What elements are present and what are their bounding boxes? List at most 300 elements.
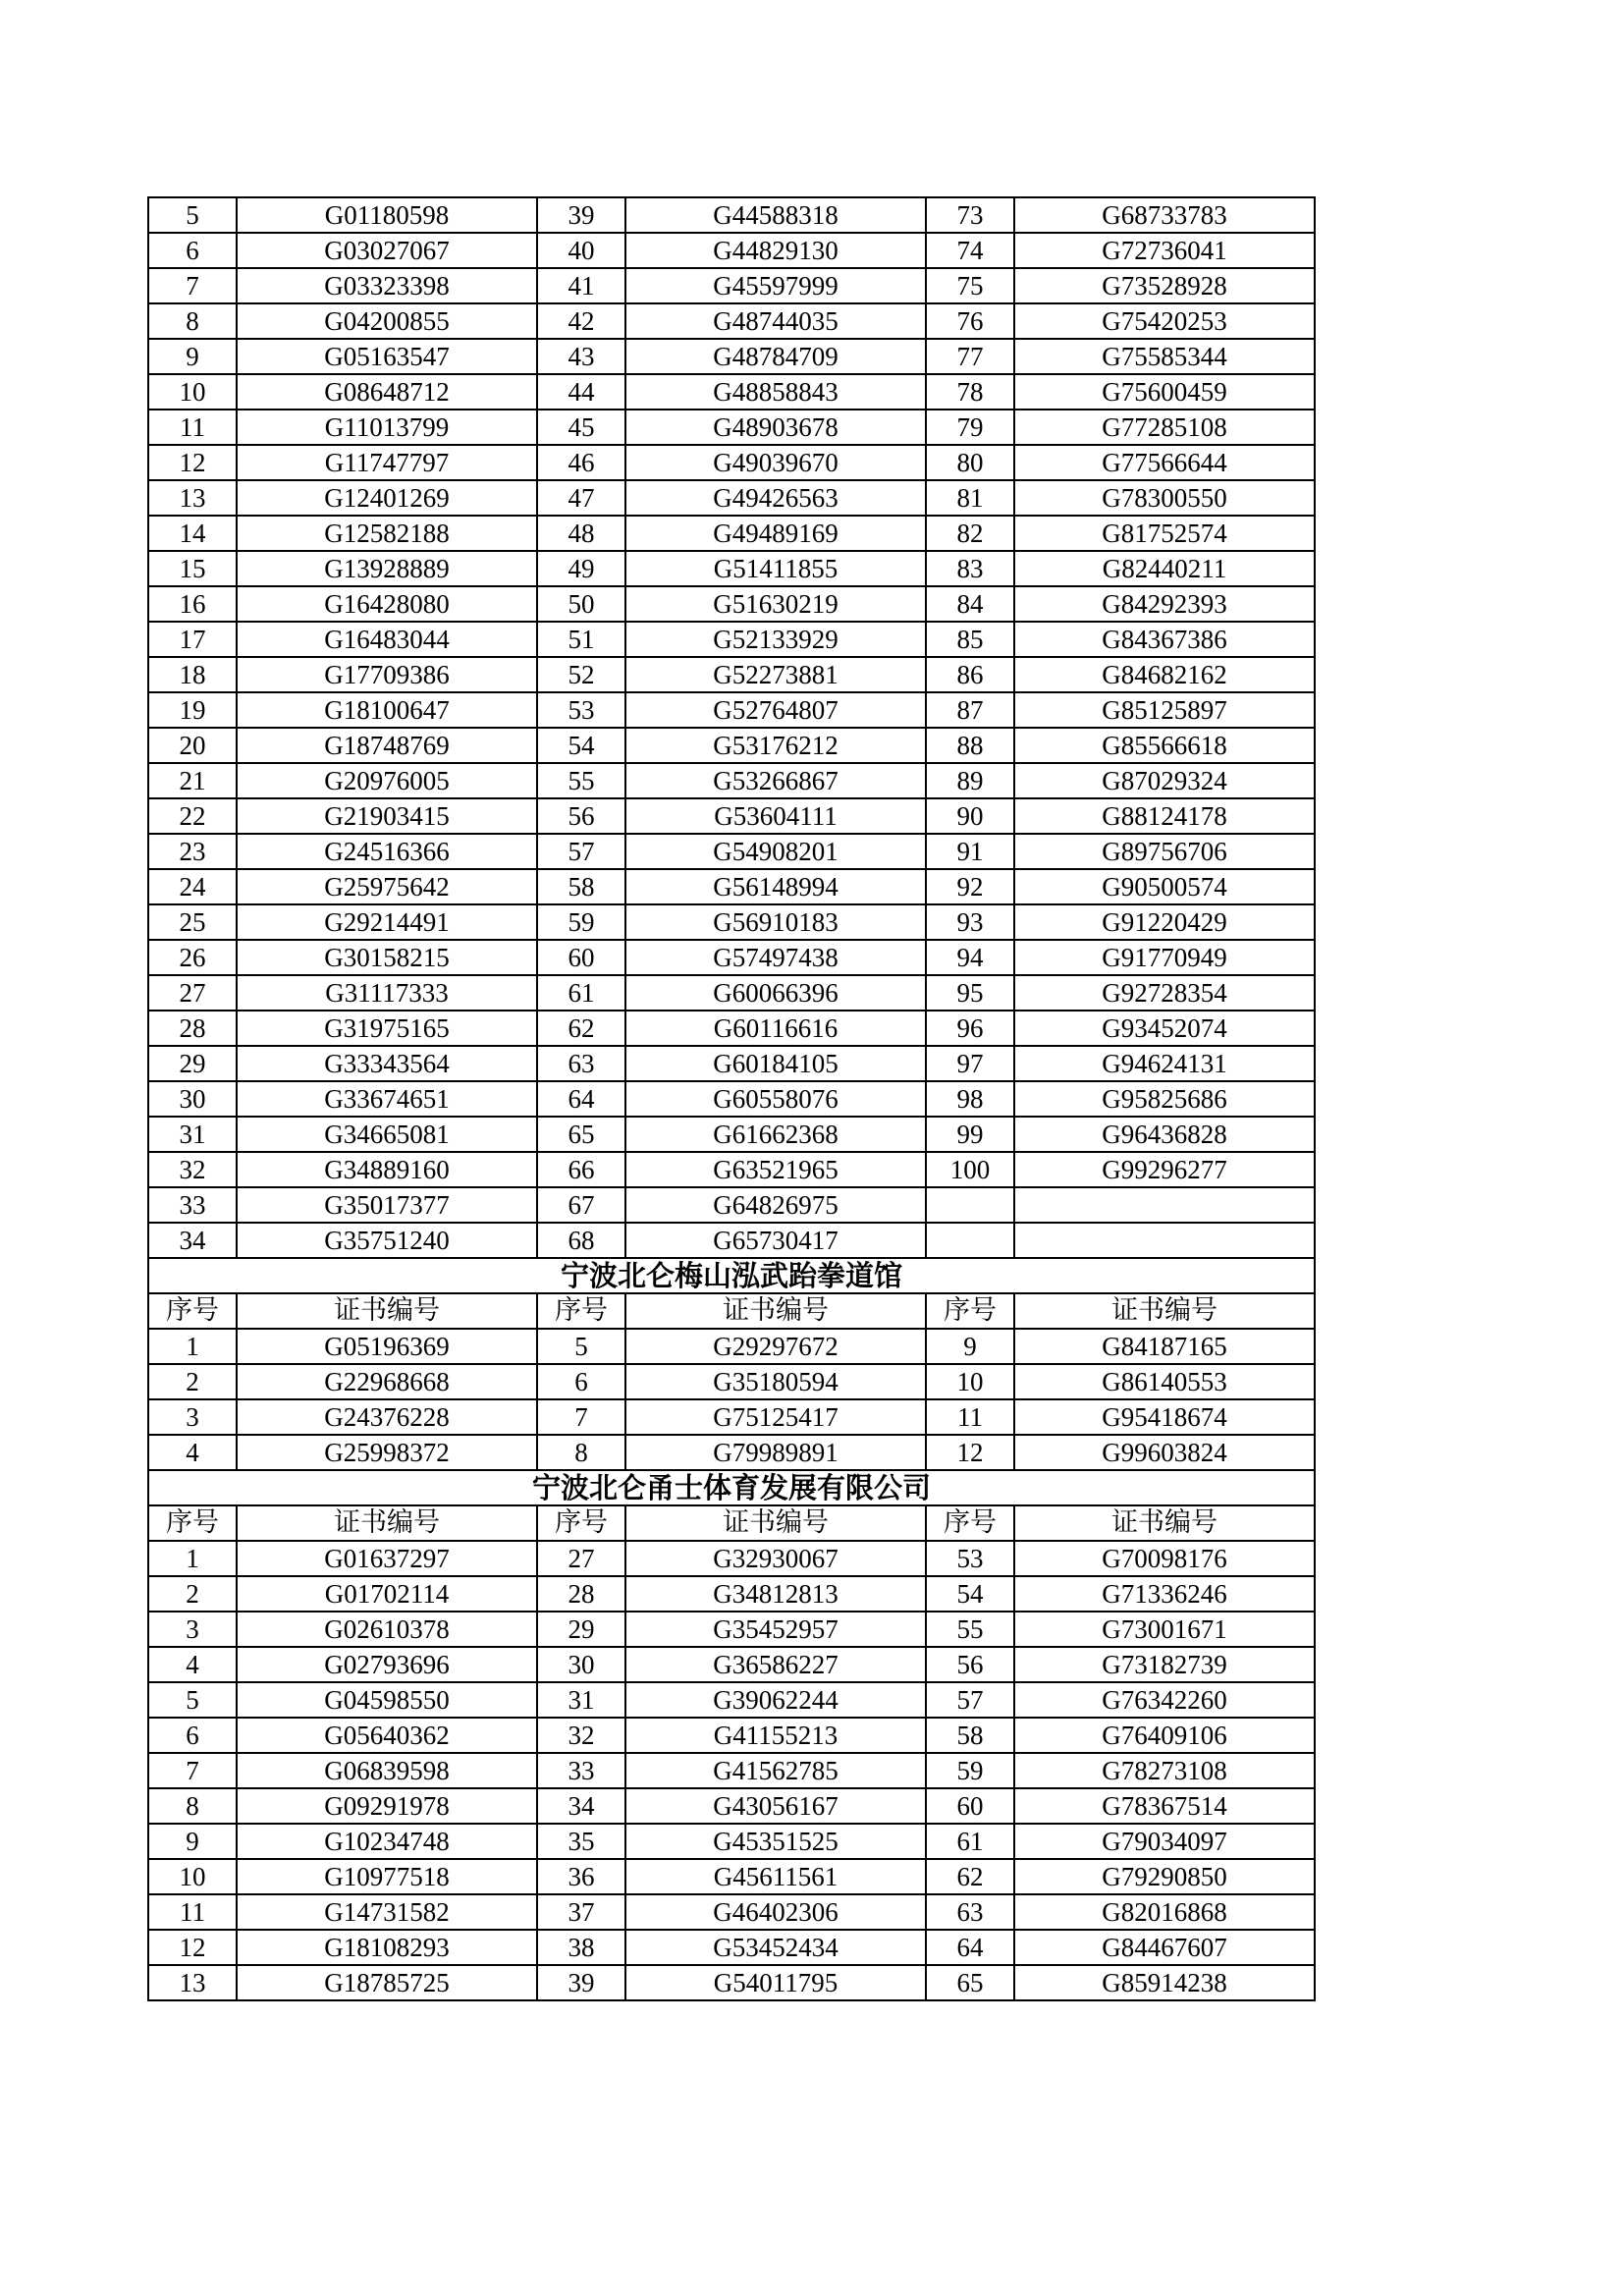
table-row (148, 268, 1315, 303)
cert-no-cell: G34812813 (625, 1576, 926, 1612)
cert-no-cell: G35751240 (237, 1223, 537, 1258)
cert-no-cell: G84292393 (1014, 586, 1315, 622)
seq-cell: 88 (926, 728, 1014, 763)
cert-no-cell: G31117333 (237, 975, 537, 1011)
cert-no-cell (1014, 1223, 1315, 1258)
seq-cell: 5 (148, 1682, 237, 1718)
cert-no-cell: G89756706 (1014, 834, 1315, 869)
seq-cell: 95 (926, 975, 1014, 1011)
table-row (148, 1859, 1315, 1894)
cert-no-cell: G77566644 (1014, 445, 1315, 480)
table-row (148, 622, 1315, 657)
seq-cell: 64 (537, 1081, 625, 1117)
table-row (148, 339, 1315, 374)
seq-cell: 57 (926, 1682, 1014, 1718)
seq-header: 序号 (537, 1293, 625, 1329)
cert-no-cell: G11013799 (237, 410, 537, 445)
cert-no-cell: G91770949 (1014, 940, 1315, 975)
seq-cell: 49 (537, 551, 625, 586)
cert-no-cell: G56148994 (625, 869, 926, 904)
seq-cell: 6 (148, 233, 237, 268)
table-row (148, 657, 1315, 692)
table-row (148, 728, 1315, 763)
cert-no-cell: G72736041 (1014, 233, 1315, 268)
seq-cell: 47 (537, 480, 625, 516)
table-row (148, 763, 1315, 798)
seq-cell: 14 (148, 516, 237, 551)
cert-no-cell: G51411855 (625, 551, 926, 586)
cert-no-cell: G78367514 (1014, 1788, 1315, 1824)
seq-cell: 68 (537, 1223, 625, 1258)
seq-cell: 94 (926, 940, 1014, 975)
seq-cell: 81 (926, 480, 1014, 516)
seq-cell: 62 (926, 1859, 1014, 1894)
seq-cell: 16 (148, 586, 237, 622)
cert-no-cell: G76342260 (1014, 1682, 1315, 1718)
seq-cell: 53 (537, 692, 625, 728)
cert-no-cell: G60558076 (625, 1081, 926, 1117)
cert-no-cell: G48858843 (625, 374, 926, 410)
seq-cell: 36 (537, 1859, 625, 1894)
cert-no-header: 证书编号 (237, 1293, 537, 1329)
cert-no-cell: G53604111 (625, 798, 926, 834)
seq-cell: 21 (148, 763, 237, 798)
cert-no-cell: G86140553 (1014, 1364, 1315, 1399)
seq-cell: 83 (926, 551, 1014, 586)
seq-cell: 22 (148, 798, 237, 834)
cert-no-cell: G05640362 (237, 1718, 537, 1753)
seq-cell: 1 (148, 1329, 237, 1364)
seq-cell: 78 (926, 374, 1014, 410)
seq-cell: 54 (926, 1576, 1014, 1612)
cert-no-cell: G17709386 (237, 657, 537, 692)
cert-no-cell: G65730417 (625, 1223, 926, 1258)
cert-no-cell: G53266867 (625, 763, 926, 798)
seq-cell: 84 (926, 586, 1014, 622)
seq-header: 序号 (537, 1505, 625, 1541)
cert-no-cell: G63521965 (625, 1152, 926, 1187)
table-row (148, 197, 1315, 233)
cert-no-cell: G92728354 (1014, 975, 1315, 1011)
cert-no-cell: G75585344 (1014, 339, 1315, 374)
cert-no-cell: G36586227 (625, 1647, 926, 1682)
seq-cell: 63 (926, 1894, 1014, 1930)
seq-cell: 60 (537, 940, 625, 975)
cert-no-cell: G95418674 (1014, 1399, 1315, 1435)
seq-cell: 25 (148, 904, 237, 940)
cert-no-cell: G71336246 (1014, 1576, 1315, 1612)
cert-no-cell: G05196369 (237, 1329, 537, 1364)
seq-cell: 60 (926, 1788, 1014, 1824)
table-row (148, 480, 1315, 516)
table-row (148, 1081, 1315, 1117)
table-row (148, 1011, 1315, 1046)
seq-cell: 30 (148, 1081, 237, 1117)
seq-cell: 48 (537, 516, 625, 551)
table-row (148, 904, 1315, 940)
seq-cell: 65 (926, 1965, 1014, 2000)
cert-no-cell: G93452074 (1014, 1011, 1315, 1046)
cert-no-cell: G56910183 (625, 904, 926, 940)
table-row (148, 516, 1315, 551)
seq-cell: 28 (148, 1011, 237, 1046)
cert-no-cell: G39062244 (625, 1682, 926, 1718)
cert-no-cell: G04598550 (237, 1682, 537, 1718)
cert-no-cell: G75420253 (1014, 303, 1315, 339)
cert-no-cell: G25998372 (237, 1435, 537, 1470)
seq-cell: 8 (148, 303, 237, 339)
seq-cell: 7 (537, 1399, 625, 1435)
cert-no-cell: G49489169 (625, 516, 926, 551)
cert-no-cell: G60184105 (625, 1046, 926, 1081)
seq-cell: 41 (537, 268, 625, 303)
table-row (148, 834, 1315, 869)
seq-cell: 2 (148, 1364, 237, 1399)
table-row (148, 551, 1315, 586)
cert-no-cell (1014, 1187, 1315, 1223)
cert-no-cell: G85125897 (1014, 692, 1315, 728)
seq-cell: 27 (537, 1541, 625, 1576)
cert-no-cell: G64826975 (625, 1187, 926, 1223)
table-row (148, 1753, 1315, 1788)
seq-cell: 42 (537, 303, 625, 339)
cert-no-cell: G12401269 (237, 480, 537, 516)
cert-no-cell: G33343564 (237, 1046, 537, 1081)
table-row (148, 1576, 1315, 1612)
seq-cell: 66 (537, 1152, 625, 1187)
table-row (148, 1152, 1315, 1187)
seq-cell: 9 (926, 1329, 1014, 1364)
seq-cell: 61 (537, 975, 625, 1011)
cert-no-cell: G35180594 (625, 1364, 926, 1399)
table-row (148, 303, 1315, 339)
table-row (148, 1046, 1315, 1081)
cert-no-cell: G82016868 (1014, 1894, 1315, 1930)
seq-cell: 91 (926, 834, 1014, 869)
cert-no-cell: G11747797 (237, 445, 537, 480)
seq-cell: 29 (148, 1046, 237, 1081)
cert-no-cell: G90500574 (1014, 869, 1315, 904)
cert-no-cell: G78273108 (1014, 1753, 1315, 1788)
seq-cell: 19 (148, 692, 237, 728)
cert-no-header: 证书编号 (1014, 1293, 1315, 1329)
seq-cell: 31 (537, 1682, 625, 1718)
seq-cell: 34 (148, 1223, 237, 1258)
table-row (148, 1894, 1315, 1930)
cert-no-cell: G03323398 (237, 268, 537, 303)
cert-no-cell: G96436828 (1014, 1117, 1315, 1152)
cert-no-cell: G81752574 (1014, 516, 1315, 551)
seq-cell: 52 (537, 657, 625, 692)
seq-cell: 2 (148, 1576, 237, 1612)
table-row (148, 1117, 1315, 1152)
seq-cell: 74 (926, 233, 1014, 268)
seq-cell: 26 (148, 940, 237, 975)
cert-no-cell: G45597999 (625, 268, 926, 303)
cert-no-cell: G76409106 (1014, 1718, 1315, 1753)
cert-no-cell: G48903678 (625, 410, 926, 445)
cert-no-cell: G52764807 (625, 692, 926, 728)
section-title: 宁波北仑甬士体育发展有限公司 (148, 1470, 1315, 1505)
cert-no-cell: G84682162 (1014, 657, 1315, 692)
seq-cell: 65 (537, 1117, 625, 1152)
cert-no-header: 证书编号 (625, 1505, 926, 1541)
cert-no-cell: G94624131 (1014, 1046, 1315, 1081)
seq-cell: 37 (537, 1894, 625, 1930)
seq-cell: 33 (148, 1187, 237, 1223)
seq-cell: 20 (148, 728, 237, 763)
seq-cell: 56 (537, 798, 625, 834)
seq-cell: 23 (148, 834, 237, 869)
cert-no-cell: G44588318 (625, 197, 926, 233)
seq-cell: 75 (926, 268, 1014, 303)
cert-no-cell: G91220429 (1014, 904, 1315, 940)
table-row (148, 1435, 1315, 1470)
seq-cell: 5 (537, 1329, 625, 1364)
table-row (148, 586, 1315, 622)
seq-header: 序号 (148, 1505, 237, 1541)
seq-cell: 43 (537, 339, 625, 374)
seq-cell: 93 (926, 904, 1014, 940)
table-row (148, 233, 1315, 268)
cert-no-cell: G52273881 (625, 657, 926, 692)
cert-no-cell: G13928889 (237, 551, 537, 586)
cert-no-cell: G02793696 (237, 1647, 537, 1682)
seq-cell (926, 1223, 1014, 1258)
seq-cell: 56 (926, 1647, 1014, 1682)
seq-header: 序号 (148, 1293, 237, 1329)
cert-no-cell: G24376228 (237, 1399, 537, 1435)
cert-no-cell: G10977518 (237, 1859, 537, 1894)
seq-cell: 6 (148, 1718, 237, 1753)
cert-no-cell: G22968668 (237, 1364, 537, 1399)
seq-cell: 13 (148, 480, 237, 516)
seq-cell: 89 (926, 763, 1014, 798)
seq-cell: 10 (148, 1859, 237, 1894)
cert-no-cell: G04200855 (237, 303, 537, 339)
cert-no-cell: G01702114 (237, 1576, 537, 1612)
seq-cell (926, 1187, 1014, 1223)
cert-no-cell: G68733783 (1014, 197, 1315, 233)
certificate-table (147, 196, 1316, 2001)
seq-cell: 11 (926, 1399, 1014, 1435)
cert-no-cell: G18785725 (237, 1965, 537, 2000)
table-row (148, 374, 1315, 410)
cert-no-cell: G49039670 (625, 445, 926, 480)
cert-no-cell: G44829130 (625, 233, 926, 268)
seq-cell: 97 (926, 1046, 1014, 1081)
cert-no-cell: G21903415 (237, 798, 537, 834)
table-row (148, 798, 1315, 834)
seq-cell: 29 (537, 1612, 625, 1647)
cert-no-cell: G99603824 (1014, 1435, 1315, 1470)
cert-no-cell: G77285108 (1014, 410, 1315, 445)
cert-no-cell: G61662368 (625, 1117, 926, 1152)
seq-cell: 12 (148, 445, 237, 480)
seq-cell: 38 (537, 1930, 625, 1965)
cert-no-cell: G48784709 (625, 339, 926, 374)
table-row (148, 975, 1315, 1011)
cert-no-header: 证书编号 (1014, 1505, 1315, 1541)
cert-no-cell: G57497438 (625, 940, 926, 975)
cert-no-cell: G75125417 (625, 1399, 926, 1435)
table-row (148, 1223, 1315, 1258)
seq-cell: 67 (537, 1187, 625, 1223)
seq-cell: 30 (537, 1647, 625, 1682)
seq-cell: 59 (926, 1753, 1014, 1788)
cert-no-cell: G79290850 (1014, 1859, 1315, 1894)
cert-no-cell: G35452957 (625, 1612, 926, 1647)
seq-cell: 73 (926, 197, 1014, 233)
cert-no-cell: G84187165 (1014, 1329, 1315, 1364)
cert-no-header: 证书编号 (625, 1293, 926, 1329)
cert-no-cell: G54908201 (625, 834, 926, 869)
cert-no-cell: G18100647 (237, 692, 537, 728)
cert-no-cell: G45611561 (625, 1859, 926, 1894)
cert-no-cell: G53452434 (625, 1930, 926, 1965)
cert-no-cell: G78300550 (1014, 480, 1315, 516)
cert-no-cell: G52133929 (625, 622, 926, 657)
table-row (148, 1930, 1315, 1965)
table-row (148, 1965, 1315, 2000)
seq-cell: 39 (537, 1965, 625, 2000)
seq-cell: 82 (926, 516, 1014, 551)
seq-cell: 13 (148, 1965, 237, 2000)
cert-no-cell: G29214491 (237, 904, 537, 940)
seq-cell: 64 (926, 1930, 1014, 1965)
section-title-row (148, 1258, 1315, 1293)
seq-cell: 77 (926, 339, 1014, 374)
seq-cell: 28 (537, 1576, 625, 1612)
table-row (148, 1647, 1315, 1682)
seq-cell: 4 (148, 1435, 237, 1470)
seq-cell: 58 (537, 869, 625, 904)
cert-no-cell: G01637297 (237, 1541, 537, 1576)
seq-cell: 79 (926, 410, 1014, 445)
table-row (148, 1364, 1315, 1399)
seq-cell: 100 (926, 1152, 1014, 1187)
table-row (148, 1824, 1315, 1859)
seq-cell: 45 (537, 410, 625, 445)
seq-cell: 62 (537, 1011, 625, 1046)
seq-cell: 10 (926, 1364, 1014, 1399)
cert-no-cell: G84367386 (1014, 622, 1315, 657)
cert-no-cell: G41562785 (625, 1753, 926, 1788)
seq-cell: 40 (537, 233, 625, 268)
cert-no-cell: G87029324 (1014, 763, 1315, 798)
column-header-row (148, 1505, 1315, 1541)
cert-no-cell: G45351525 (625, 1824, 926, 1859)
seq-cell: 39 (537, 197, 625, 233)
cert-no-cell: G85566618 (1014, 728, 1315, 763)
seq-cell: 44 (537, 374, 625, 410)
cert-no-header: 证书编号 (237, 1505, 537, 1541)
seq-cell: 59 (537, 904, 625, 940)
seq-cell: 35 (537, 1824, 625, 1859)
cert-no-cell: G85914238 (1014, 1965, 1315, 2000)
seq-cell: 4 (148, 1647, 237, 1682)
cert-no-cell: G34889160 (237, 1152, 537, 1187)
table-row (148, 940, 1315, 975)
cert-no-cell: G25975642 (237, 869, 537, 904)
cert-no-cell: G60066396 (625, 975, 926, 1011)
table-row (148, 1718, 1315, 1753)
table-row (148, 869, 1315, 904)
seq-cell: 50 (537, 586, 625, 622)
cert-no-cell: G34665081 (237, 1117, 537, 1152)
cert-no-cell: G03027067 (237, 233, 537, 268)
table-row (148, 1329, 1315, 1364)
seq-cell: 9 (148, 1824, 237, 1859)
cert-no-cell: G73528928 (1014, 268, 1315, 303)
table-row (148, 1399, 1315, 1435)
cert-no-cell: G70098176 (1014, 1541, 1315, 1576)
cert-no-cell: G51630219 (625, 586, 926, 622)
seq-cell: 54 (537, 728, 625, 763)
seq-cell: 58 (926, 1718, 1014, 1753)
cert-no-cell: G12582188 (237, 516, 537, 551)
cert-no-cell: G54011795 (625, 1965, 926, 2000)
seq-cell: 61 (926, 1824, 1014, 1859)
table-row (148, 410, 1315, 445)
seq-cell: 10 (148, 374, 237, 410)
cert-no-cell: G18748769 (237, 728, 537, 763)
table-row (148, 1788, 1315, 1824)
cert-no-cell: G88124178 (1014, 798, 1315, 834)
seq-cell: 18 (148, 657, 237, 692)
seq-cell: 5 (148, 197, 237, 233)
cert-no-cell: G79034097 (1014, 1824, 1315, 1859)
cert-no-cell: G84467607 (1014, 1930, 1315, 1965)
seq-cell: 32 (148, 1152, 237, 1187)
cert-no-cell: G29297672 (625, 1329, 926, 1364)
seq-cell: 34 (537, 1788, 625, 1824)
cert-no-cell: G02610378 (237, 1612, 537, 1647)
seq-cell: 80 (926, 445, 1014, 480)
table-row (148, 692, 1315, 728)
seq-cell: 96 (926, 1011, 1014, 1046)
cert-no-cell: G75600459 (1014, 374, 1315, 410)
seq-cell: 31 (148, 1117, 237, 1152)
seq-cell: 12 (926, 1435, 1014, 1470)
cert-no-cell: G14731582 (237, 1894, 537, 1930)
seq-cell: 17 (148, 622, 237, 657)
cert-no-cell: G53176212 (625, 728, 926, 763)
seq-cell: 87 (926, 692, 1014, 728)
seq-cell: 11 (148, 410, 237, 445)
seq-cell: 32 (537, 1718, 625, 1753)
seq-cell: 7 (148, 268, 237, 303)
cert-no-cell: G30158215 (237, 940, 537, 975)
cert-no-cell: G35017377 (237, 1187, 537, 1223)
seq-cell: 63 (537, 1046, 625, 1081)
cert-no-cell: G06839598 (237, 1753, 537, 1788)
column-header-row (148, 1293, 1315, 1329)
cert-no-cell: G73182739 (1014, 1647, 1315, 1682)
cert-no-cell: G43056167 (625, 1788, 926, 1824)
cert-no-cell: G33674651 (237, 1081, 537, 1117)
seq-cell: 57 (537, 834, 625, 869)
cert-no-cell: G24516366 (237, 834, 537, 869)
seq-cell: 90 (926, 798, 1014, 834)
cert-no-cell: G73001671 (1014, 1612, 1315, 1647)
section-title-row (148, 1470, 1315, 1505)
seq-cell: 6 (537, 1364, 625, 1399)
cert-no-cell: G09291978 (237, 1788, 537, 1824)
cert-no-cell: G82440211 (1014, 551, 1315, 586)
seq-cell: 24 (148, 869, 237, 904)
cert-no-cell: G16483044 (237, 622, 537, 657)
